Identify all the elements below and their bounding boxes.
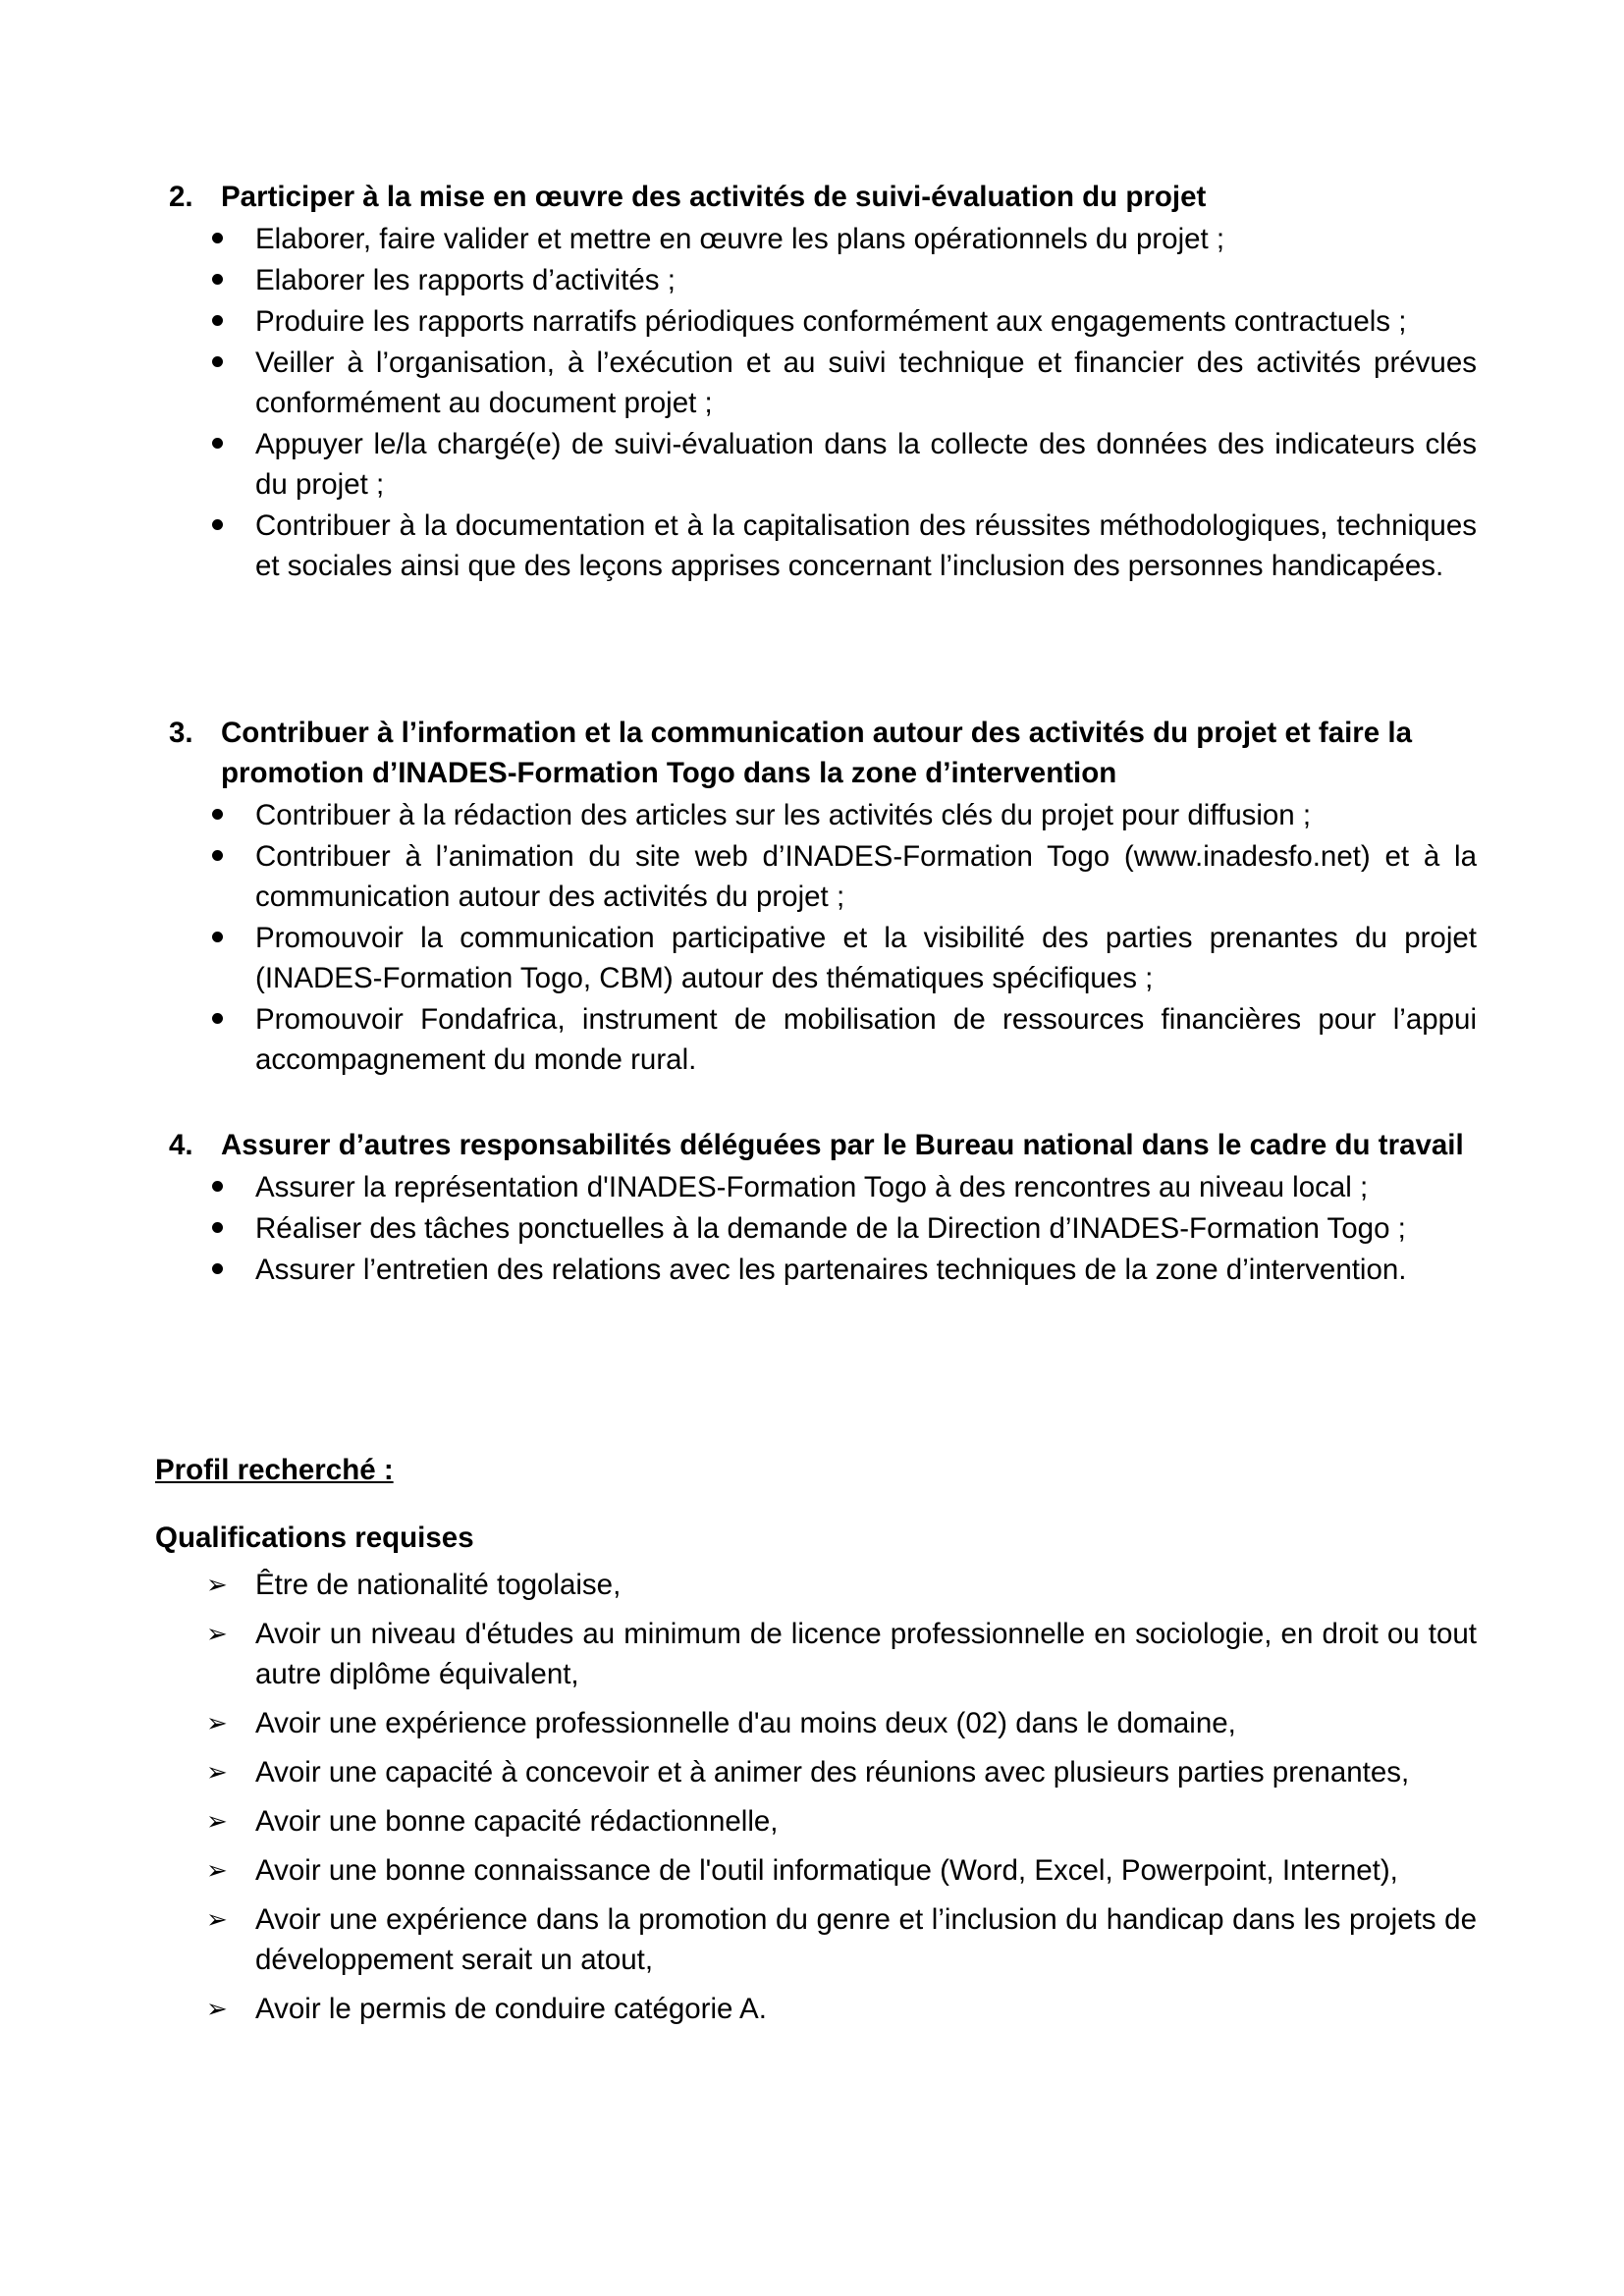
bullet-icon xyxy=(212,809,223,820)
list-item-text: Appuyer le/la chargé(e) de suivi-évaluation dans la collecte des données des indicateurs clés du projet ; xyxy=(255,428,1477,501)
arrowhead-bullet-icon: ➢ xyxy=(206,1806,228,1836)
list-item-text: Réaliser des tâches ponctuelles à la demande de la Direction d’INADES-Formation Togo ; xyxy=(255,1212,1406,1245)
bullet-icon xyxy=(212,519,223,530)
list-item xyxy=(169,424,1477,505)
section-heading xyxy=(169,713,1477,793)
arrowhead-bullet-icon: ➢ xyxy=(206,1904,228,1934)
list-item xyxy=(206,1899,1477,1980)
bullet-icon xyxy=(212,1263,223,1274)
bullet-icon xyxy=(212,233,223,243)
list-item xyxy=(206,1703,1477,1743)
bullet-icon xyxy=(212,274,223,285)
list-item-text: Avoir le permis de conduire catégorie A. xyxy=(255,1993,767,2025)
list-item-text: Veiller à l’organisation, à l’exécution et au suivi technique et financier des activités prévues conformément au document projet ; xyxy=(255,347,1477,419)
bullet-icon xyxy=(212,438,223,449)
section-number: 3. xyxy=(169,717,193,749)
section-heading xyxy=(169,177,1477,217)
list-item-text: Elaborer, faire valider et mettre en œuvre les plans opérationnels du projet ; xyxy=(255,223,1225,255)
list-item xyxy=(206,1801,1477,1842)
list-item-text: Avoir un niveau d'études au minimum de licence professionnelle en sociologie, en droit ou tout autre diplôme équivalent, xyxy=(255,1618,1477,1690)
list-item xyxy=(169,999,1477,1080)
section-title: Contribuer à l’information et la communication autour des activités du projet et faire la promotion d’INADES-Formation Togo dans la zone d’intervention xyxy=(221,717,1412,789)
arrowhead-bullet-icon: ➢ xyxy=(206,1570,228,1599)
list-item xyxy=(169,506,1477,586)
bullet-icon xyxy=(212,315,223,326)
list-item-text: Produire les rapports narratifs périodiques conformément aux engagements contractuels ; xyxy=(255,305,1407,338)
bullet-icon xyxy=(212,850,223,861)
list-item-text: Contribuer à l’animation du site web d’INADES-Formation Togo (www.inadesfo.net) et à la communication autour des activités du projet ; xyxy=(255,840,1477,913)
bullet-icon xyxy=(212,356,223,367)
section-3 xyxy=(169,713,1477,1081)
arrowhead-bullet-icon: ➢ xyxy=(206,1855,228,1885)
list-item-text: Elaborer les rapports d’activités ; xyxy=(255,264,676,296)
list-item xyxy=(169,1208,1477,1249)
bullet-list xyxy=(169,219,1477,586)
bullet-icon xyxy=(212,1013,223,1024)
list-item xyxy=(169,219,1477,259)
list-item-text: Contribuer à la rédaction des articles sur les activités clés du projet pour diffusion ; xyxy=(255,799,1312,831)
bullet-icon xyxy=(212,1181,223,1192)
list-item xyxy=(169,301,1477,342)
list-item xyxy=(206,1752,1477,1792)
bullet-list xyxy=(169,1167,1477,1290)
list-item xyxy=(206,1565,1477,1605)
list-item xyxy=(206,1614,1477,1694)
section-2 xyxy=(169,177,1477,587)
list-item-text: Assurer l’entretien des relations avec les partenaires techniques de la zone d’intervention. xyxy=(255,1254,1407,1286)
list-item xyxy=(169,795,1477,835)
list-item xyxy=(169,1250,1477,1290)
bullet-icon xyxy=(212,1222,223,1233)
section-heading xyxy=(169,1125,1477,1165)
section-number: 4. xyxy=(169,1129,193,1161)
list-item xyxy=(169,343,1477,423)
list-item-text: Avoir une bonne connaissance de l'outil informatique (Word, Excel, Powerpoint, Internet), xyxy=(255,1854,1398,1887)
section-title: Participer à la mise en œuvre des activités de suivi-évaluation du projet xyxy=(221,181,1207,213)
list-item xyxy=(206,1850,1477,1891)
profil-heading: Profil recherché : xyxy=(155,1454,394,1486)
list-item-text: Avoir une bonne capacité rédactionnelle, xyxy=(255,1805,779,1838)
list-item-text: Promouvoir Fondafrica, instrument de mobilisation de ressources financières pour l’appui accompagnement du monde rural. xyxy=(255,1003,1477,1076)
section-4 xyxy=(169,1125,1477,1291)
arrowhead-bullet-icon: ➢ xyxy=(206,1757,228,1787)
list-item xyxy=(169,260,1477,300)
arrowhead-bullet-icon: ➢ xyxy=(206,1619,228,1648)
bullet-list xyxy=(169,795,1477,1080)
list-item xyxy=(169,918,1477,998)
qualifications-heading: Qualifications requises xyxy=(155,1522,474,1554)
list-item xyxy=(169,836,1477,917)
section-title: Assurer d’autres responsabilités déléguées par le Bureau national dans le cadre du travail xyxy=(221,1129,1464,1161)
list-item xyxy=(206,1989,1477,2029)
list-item-text: Avoir une expérience dans la promotion du genre et l’inclusion du handicap dans les projets de développement serait un atout, xyxy=(255,1903,1477,1976)
list-item-text: Être de nationalité togolaise, xyxy=(255,1569,622,1601)
list-item-text: Assurer la représentation d'INADES-Formation Togo à des rencontres au niveau local ; xyxy=(255,1171,1369,1203)
list-item-text: Avoir une capacité à concevoir et à animer des réunions avec plusieurs parties prenantes, xyxy=(255,1756,1410,1789)
list-item-text: Contribuer à la documentation et à la capitalisation des réussites méthodologiques, techniques et sociales ainsi que des leçons apprises concernant l’inclusion des personnes handicapées. xyxy=(255,509,1477,582)
qualifications-list xyxy=(206,1565,1477,2038)
arrowhead-bullet-icon: ➢ xyxy=(206,1994,228,2023)
list-item xyxy=(169,1167,1477,1207)
section-number: 2. xyxy=(169,181,193,213)
arrowhead-bullet-icon: ➢ xyxy=(206,1708,228,1737)
list-item-text: Promouvoir la communication participative et la visibilité des parties prenantes du projet (INADES-Formation Togo, CBM) autour des thématiques spécifiques ; xyxy=(255,922,1477,994)
bullet-icon xyxy=(212,932,223,942)
list-item-text: Avoir une expérience professionnelle d'au moins deux (02) dans le domaine, xyxy=(255,1707,1236,1739)
